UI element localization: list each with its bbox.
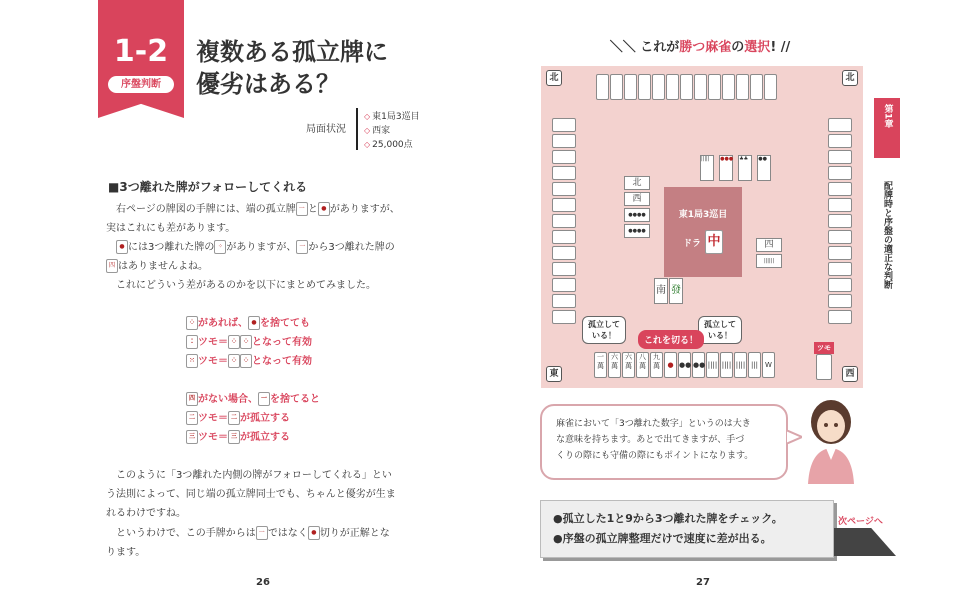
tile-icon: ⁘ [240,335,252,349]
section-number: 1-2 [113,34,169,69]
dora-tile: 中 [705,230,723,254]
tile-icon: 一 [296,202,308,216]
wind-indicator-bl: 東 [546,366,562,382]
section-tag: 序盤判断 [108,76,174,93]
condition-seat: ◇ 西家 [364,124,420,138]
bottom-discards [654,278,683,304]
paragraph-2: ● には3つ離れた牌の ⁘ がありますが、 一 から3つ離れた牌の 四 はありませんよね。 [106,238,436,276]
tile-icon: ● [318,202,330,216]
paragraph-1: 右ページの牌図の手牌には、端の孤立牌 一 と ● がありますが、 実はこれにも差があります。 [106,204,400,234]
winning-choice-banner: ＼＼ これが勝つ麻雀の選択! // [609,40,791,55]
key-point-1: ●孤立した1と9から3つ離れた牌をチェック。 [553,512,783,525]
page-number-right: 27 [696,577,710,588]
key-points-box [540,500,834,558]
round-info-panel [664,187,742,277]
title-line-1: 複数ある孤立牌に [196,38,388,66]
chapter-subtitle: 配牌時と序盤の適正な判断 [882,181,892,289]
next-page-arrow-icon[interactable] [834,528,896,556]
hand-tile[interactable]: |||| [706,352,719,378]
tile-icon: 三 [186,430,198,444]
opponent-top-hand [596,74,778,104]
opponent-right-hand [828,118,852,326]
tile-icon: ● [248,316,260,330]
condition-list [364,110,420,152]
hand-tile[interactable]: 六 萬 [608,352,621,378]
discard-this-badge: これを切る！ [638,330,704,349]
discard-tile: 南 [654,278,668,304]
tile-icon: ⁘ [214,240,226,254]
character-speech-bubble: 麻雀において「3つ離れた数字」というのは大き な意味を持ちます。あとで出てきますが、手づ くりの際にも守備の際にもポイントになります。 [540,404,788,480]
tile-icon: ⁘ [186,316,198,330]
tile-icon: 一 [256,526,268,540]
tile-icon: ⁘ [228,335,240,349]
top-discards: ||||| ●●● ♣♣ ●● [700,145,771,181]
tile-icon: ⁘ [240,354,252,368]
page-number-left: 26 [256,577,270,588]
hand-tile[interactable]: W [762,352,775,378]
tile-icon: 三 [228,430,240,444]
tile-icon: ⁚ [186,335,198,349]
section-heading: ■3つ離れた牌がフォローしてくれる [108,180,308,194]
tile-icon: ● [308,526,320,540]
next-page-label[interactable]: 次ページへ [838,517,883,527]
hand-tile[interactable]: |||| [720,352,733,378]
condition-round: ◇ 東1局3巡目 [364,110,420,124]
condition-points: ◇ 25,000点 [364,138,420,152]
tile-icon: 一 [258,392,270,406]
opponent-left-hand [552,118,576,326]
isolated-callout-right: 孤立して いる！ [698,316,742,344]
chapter-tab: 第1章 [874,98,900,158]
discard-tile: 西 [624,192,650,206]
tile-icon: ● [116,240,128,254]
tile-icon: 四 [106,259,118,273]
tile-icon: ⁙ [186,354,198,368]
right-discards: 四 |||||| [756,238,782,268]
condition-divider [356,108,358,150]
condition-label: 局面状況 [306,124,346,135]
hand-tile[interactable]: 八 萬 [636,352,649,378]
tile-icon: 二 [186,411,198,425]
hand-tile[interactable]: ||| [748,352,761,378]
player-hand [594,352,776,378]
tile-icon: ⁘ [228,354,240,368]
isolated-callout-left: 孤立して いる！ [582,316,626,344]
tile-icon: 二 [228,411,240,425]
key-point-2: ●序盤の孤立牌整理だけで速度に差が出る。 [553,532,772,545]
wind-indicator-tr: 北 [842,70,858,86]
discard-tile: 發 [669,278,683,304]
dora-label: ドラ [682,238,701,249]
red-summary-1: ⁘ があれば、 ● を捨てても ⁚ ツモ＝ ⁘ ⁘ となって有効 ⁙ ツモ＝ ⁘ ⁘ となって有効 [186,314,312,371]
avatar [800,392,862,484]
red-summary-2: 四 がない場合、 一 を捨てると 二 ツモ＝ 二 が孤立する 三 ツモ＝ 三 が孤立する [186,390,320,447]
paragraph-5: というわけで、この手牌からは 一 ではなく ● 切りが正解とな ります。 [106,528,390,558]
left-discards: 北 西 ●●●● ●●●● [624,176,650,238]
hand-tile[interactable]: 一 萬 [594,352,607,378]
discard-tile: 北 [624,176,650,190]
round-label: 東1局3巡目 [678,210,728,220]
title-line-2: 優劣はある？ [196,70,340,98]
page-title [196,36,388,100]
hand-tile[interactable]: ● [664,352,677,378]
tsumo-tile[interactable] [816,354,832,380]
tile-icon: 四 [186,392,198,406]
hand-tile[interactable]: 九 萬 [650,352,663,378]
tsumo-label: ツモ [814,342,834,354]
paragraph-3: これにどういう差があるのかを以下にまとめてみました。 [116,280,376,291]
hand-tile[interactable]: ●● [692,352,705,378]
hand-tile[interactable]: 六 萬 [622,352,635,378]
wind-indicator-br: 西 [842,366,858,382]
wind-indicator-tl: 北 [546,70,562,86]
hand-tile[interactable]: ●● [678,352,691,378]
hand-tile[interactable]: |||| [734,352,747,378]
tile-icon: 一 [296,240,308,254]
paragraph-4: このように「3つ離れた内側の牌がフォローしてくれる」とい う法則によって、同じ端の孤立牌同士でも、ちゃんと優劣が生ま れるわけですね。 [106,470,396,519]
